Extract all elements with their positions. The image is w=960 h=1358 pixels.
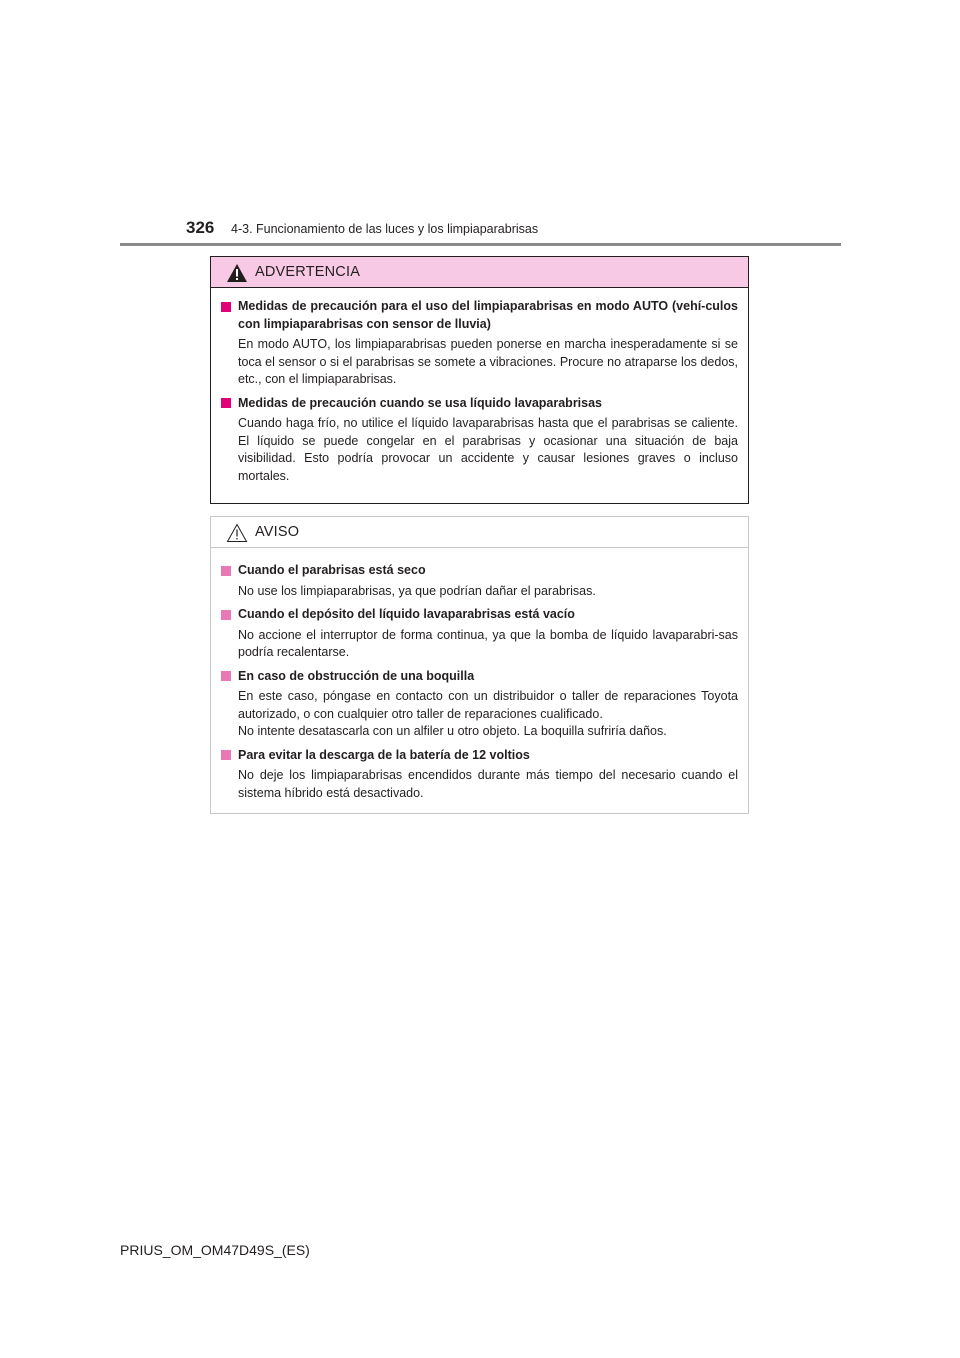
- warning-item-text: En modo AUTO, los limpiaparabrisas pueden ponerse en marcha inesperadamente si se toca el sensor o si el parabrisas se somete a vibraciones. Procure no atraparse los dedos, etc., con el limpiaparabrisas.: [238, 337, 738, 386]
- warning-item-title: Medidas de precaución para el uso del limpiaparabrisas en modo AUTO (vehí-culos con limpiaparabrisas con sensor de lluvia): [238, 299, 738, 331]
- notice-item-title: Cuando el depósito del líquido lavaparabrisas está vacío: [238, 607, 575, 621]
- notice-item-text: [221, 627, 738, 662]
- warning-box: [210, 256, 749, 504]
- notice-item-title: En caso de obstrucción de una boquilla: [238, 668, 475, 683]
- notice-item-line: No deje los limpiaparabrisas encendidos durante más tiempo del necesario cuando el sistema híbrido está desactivado.: [238, 768, 738, 800]
- warning-item-text: Cuando haga frío, no utilice el líquido lavaparabrisas hasta que el parabrisas se caliente. El líquido se puede congelar en el parabrisas y ocasionar una situación de baja visibilidad. Esto podría provocar un accidente y causar lesiones graves o incluso mortales.: [238, 416, 738, 483]
- warning-item-title: Medidas de precaución cuando se usa líquido lavaparabrisas: [238, 395, 603, 410]
- notice-item: [221, 747, 738, 803]
- caution-triangle-icon: [226, 523, 248, 543]
- notice-header: [211, 517, 748, 548]
- notice-item-line: En este caso, póngase en contacto con un distribuidor o taller de reparaciones Toyota autorizado, o con cualquier otro taller de reparaciones cualificado.: [238, 689, 738, 721]
- notice-item: [221, 562, 738, 600]
- warning-header: [211, 257, 748, 288]
- bullet-square-icon: [221, 671, 231, 681]
- notice-item-title: Para evitar la descarga de la batería de 12 voltios: [238, 747, 530, 762]
- notice-item: [221, 668, 738, 741]
- notice-item-title: Cuando el parabrisas está seco: [238, 563, 426, 577]
- warning-item: [221, 298, 738, 389]
- warning-label: ADVERTENCIA: [255, 264, 361, 280]
- bullet-square-icon: [221, 610, 231, 620]
- notice-item-line: No accione el interruptor de forma continua, ya que la bomba de líquido lavaparabri-sas podría recalentarse.: [238, 627, 738, 659]
- notice-label: AVISO: [255, 524, 300, 540]
- header-divider: [120, 243, 841, 246]
- notice-item: [221, 606, 738, 662]
- notice-item-text: [221, 583, 738, 601]
- page-number: 326: [186, 218, 215, 237]
- notice-item-text: [221, 688, 738, 741]
- bullet-square-icon: [221, 566, 231, 576]
- bullet-square-icon: [221, 750, 231, 760]
- notice-item-text: [221, 767, 738, 802]
- notice-item-line: No intente desatascarla con un alfiler u otro objeto. La boquilla sufriría daños.: [238, 724, 667, 738]
- document-code: PRIUS_OM_OM47D49S_(ES): [120, 1242, 310, 1258]
- notice-item-line: No use los limpiaparabrisas, ya que podrían dañar el parabrisas.: [238, 583, 596, 598]
- bullet-square-icon: [221, 398, 231, 408]
- notice-box: [210, 516, 749, 814]
- bullet-square-icon: [221, 302, 231, 312]
- warning-item: [221, 395, 738, 486]
- warning-triangle-icon: [226, 263, 248, 283]
- section-title: 4-3. Funcionamiento de las luces y los limpiaparabrisas: [231, 222, 539, 236]
